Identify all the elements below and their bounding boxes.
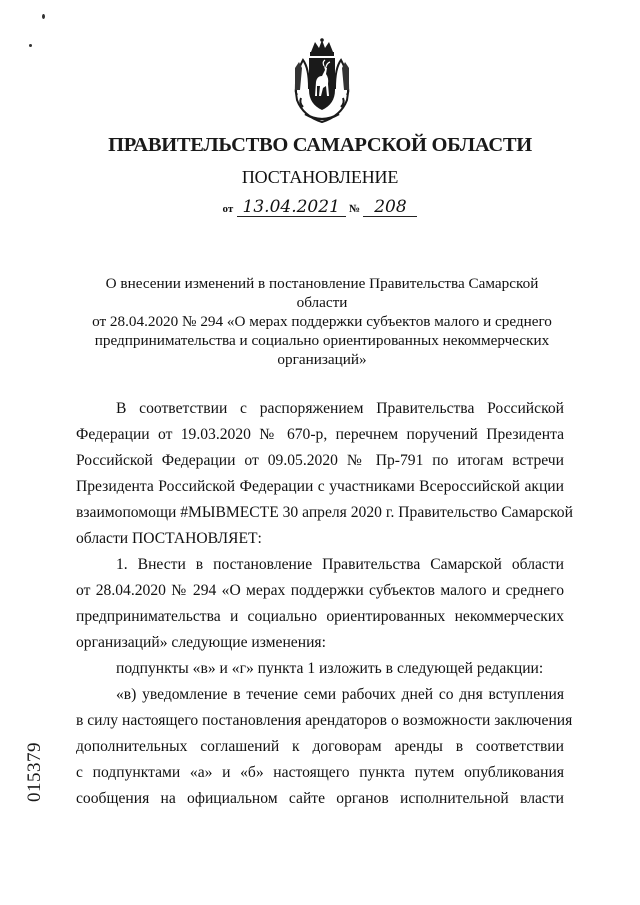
scan-speck: [29, 44, 32, 47]
body-line: с подпунктами «а» и «б» настоящего пункта путем опубликования: [76, 764, 564, 781]
decree-number: 208: [363, 199, 417, 217]
document-body: [76, 399, 573, 815]
body-line: подпункты «в» и «г» пункта 1 изложить в следующей редакции:: [116, 660, 544, 677]
body-line: предпринимательства и социально ориентированных некоммерческих: [76, 608, 564, 625]
samara-coat-of-arms-icon: [289, 38, 355, 124]
margin-serial-number: 015379: [24, 742, 45, 802]
body-line: Российской Федерации от 09.05.2020 № Пр-791 по итогам встречи: [76, 452, 564, 469]
body-line: В соответствии с распоряжением Правительства Российской: [116, 400, 564, 417]
body-line: дополнительных соглашений к договорам аренды в соответствии: [76, 738, 564, 755]
body-line: «в) уведомление в течение семи рабочих дней со дня вступления: [116, 686, 564, 703]
government-title: ПРАВИТЕЛЬСТВО САМАРСКОЙ ОБЛАСТИ: [108, 134, 532, 156]
body-line: сообщения на официальном сайте органов исполнительной власти: [76, 790, 564, 807]
body-line: в силу настоящего постановления арендаторов о возможности заключения: [76, 712, 573, 729]
document-type: ПОСТАНОВЛЕНИЕ: [241, 167, 399, 187]
subject-line: О внесении изменений в постановление Правительства Самарской области: [105, 275, 539, 311]
body-line: от 28.04.2020 № 294 «О мерах поддержки субъектов малого и среднего: [76, 582, 564, 599]
body-line: Федерации от 19.03.2020 № 670-р, перечнем поручений Президента: [76, 426, 564, 443]
date-prefix: от: [222, 203, 234, 215]
subject-line: организаций»: [277, 351, 367, 368]
decree-date: 13.04.2021: [237, 199, 346, 217]
number-prefix: №: [349, 203, 361, 215]
subject-line: предпринимательства и социально ориентированных некоммерческих: [94, 332, 550, 349]
body-line: области ПОСТАНОВЛЯЕТ:: [76, 530, 262, 547]
body-line: взаимопомощи #МЫВМЕСТЕ 30 апреля 2020 г. Правительство Самарской: [76, 504, 573, 521]
subject-line: от 28.04.2020 № 294 «О мерах поддержки субъектов малого и среднего: [92, 313, 552, 330]
document-subject: [80, 274, 564, 369]
body-line: 1. Внести в постановление Правительства Самарской области: [116, 556, 564, 573]
body-line: организаций» следующие изменения:: [76, 634, 326, 651]
body-line: Президента Российской Федерации с участниками Всероссийской акции: [76, 478, 564, 495]
decree-date-number: [0, 199, 640, 217]
scan-speck: [42, 14, 45, 19]
